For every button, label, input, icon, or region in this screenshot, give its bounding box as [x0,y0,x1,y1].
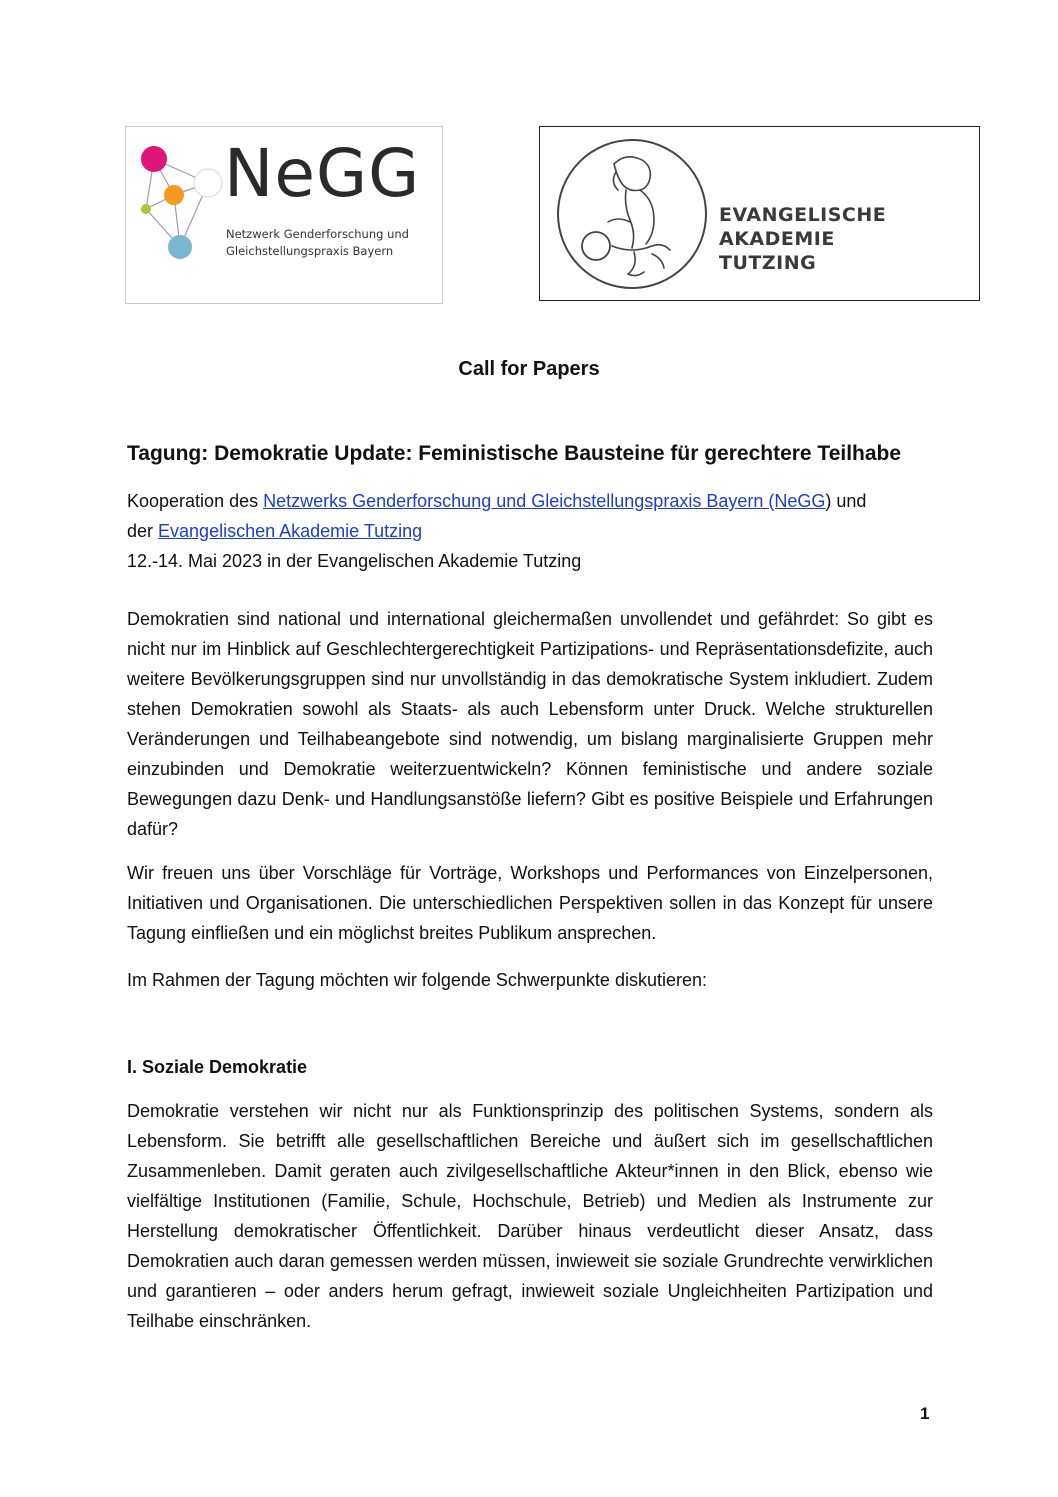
akademie-name [719,203,974,275]
negg-subtitle-line2: Gleichstellungspraxis Bayern [226,244,394,258]
negg-dot-orange [164,185,184,205]
negg-dot-pink [141,146,167,172]
negg-logo [125,126,443,304]
cooperation-line1 [127,486,933,516]
negg-dot-white [194,169,222,197]
negg-subtitle-line1: Netzwerk Genderforschung und [226,227,409,241]
paragraph-intro: Demokratien sind national und international gleichermaßen unvollendet und gefährdet: So gibt es nicht nur im Hinblick auf Geschlechtergerechtigkeit Partizipations- und Repräsentationsdefizite, auch weitere Bevölkerungsgruppen sind nur unvollständig in das demokratische System inkludiert. Zudem stehen Demokratien sowohl als Staats- als auch Lebensform unter Druck. Welche strukturellen Veränderungen und Teilhabeangebote sind notwendig, um bislang marginalisierte Gruppen mehr einzubinden und Demokratie weiterzuentwickeln? Können feministische und andere soziale Bewegungen dazu Denk- und Handlungsanstöße liefern? Gibt es positive Beispiele und Erfahrungen dafür? [127,609,933,839]
negg-wordmark: NeGG [224,135,421,212]
call-for-papers-heading: Call for Papers [458,358,600,380]
cooperation-info [127,486,933,576]
section-heading: I. Soziale Demokratie [127,1057,308,1077]
negg-network-icon [130,137,230,287]
paragraph-focus: Im Rahmen der Tagung möchten wir folgende Schwerpunkte diskutieren: [127,970,707,990]
page-number: 1 [920,1404,930,1423]
paragraph-social-democracy: Demokratie verstehen wir nicht nur als Funktionsprinzip des politischen Systems, sondern als Lebensform. Sie betrifft alle gesellschaftlichen Bereiche und äußert sich im gesellschaftlichen Zusammenleben. Damit geraten auch zivilgesellschaftliche Akteur*innen in den Blick, ebenso wie vielfältige Institutionen (Familie, Schule, Hochschule, Betrieb) und Medien als Instrumente zur Herstellung demokratischer Öffentlichkeit. Darüber hinaus verdeutlicht dieser Ansatz, dass Demokratien auch daran gemessen werden müssen, inwieweit sie soziale Grundrechte verwirklichen und garantieren – oder anders herum gefragt, inwieweit soziale Ungleichheiten Partizipation und Teilhabe einschränken. [127,1101,933,1331]
akademie-link[interactable]: Evangelischen Akademie Tutzing [158,521,423,541]
negg-dot-blue [168,235,192,259]
akademie-logo [539,126,980,301]
akademie-line2: TUTZING [719,252,817,274]
negg-subtitle [226,226,441,260]
cooperation-line2 [127,516,933,546]
cooperation-middle: ) und [825,491,867,511]
conference-title: Tagung: Demokratie Update: Feministische Bausteine für gerechtere Teilhabe [127,442,902,465]
negg-link[interactable]: Netzwerks Genderforschung und Gleichstellungspraxis Bayern (NeGG [263,491,826,511]
negg-dot-green [141,204,151,214]
akademie-line1: EVANGELISCHE AKADEMIE [719,204,887,250]
lion-seal-icon [552,134,712,294]
cooperation-line2-prefix: der [127,521,159,541]
event-date-line: 12.-14. Mai 2023 in der Evangelischen Akademie Tutzing [127,551,582,571]
cooperation-prefix: Kooperation des [127,491,264,511]
paragraph-proposals: Wir freuen uns über Vorschläge für Vorträge, Workshops und Performances von Einzelpersonen, Initiativen und Organisationen. Die unterschiedlichen Perspektiven sollen in das Konzept für unsere Tagung einfließen und ein möglichst breites Publikum ansprechen. [127,863,933,943]
